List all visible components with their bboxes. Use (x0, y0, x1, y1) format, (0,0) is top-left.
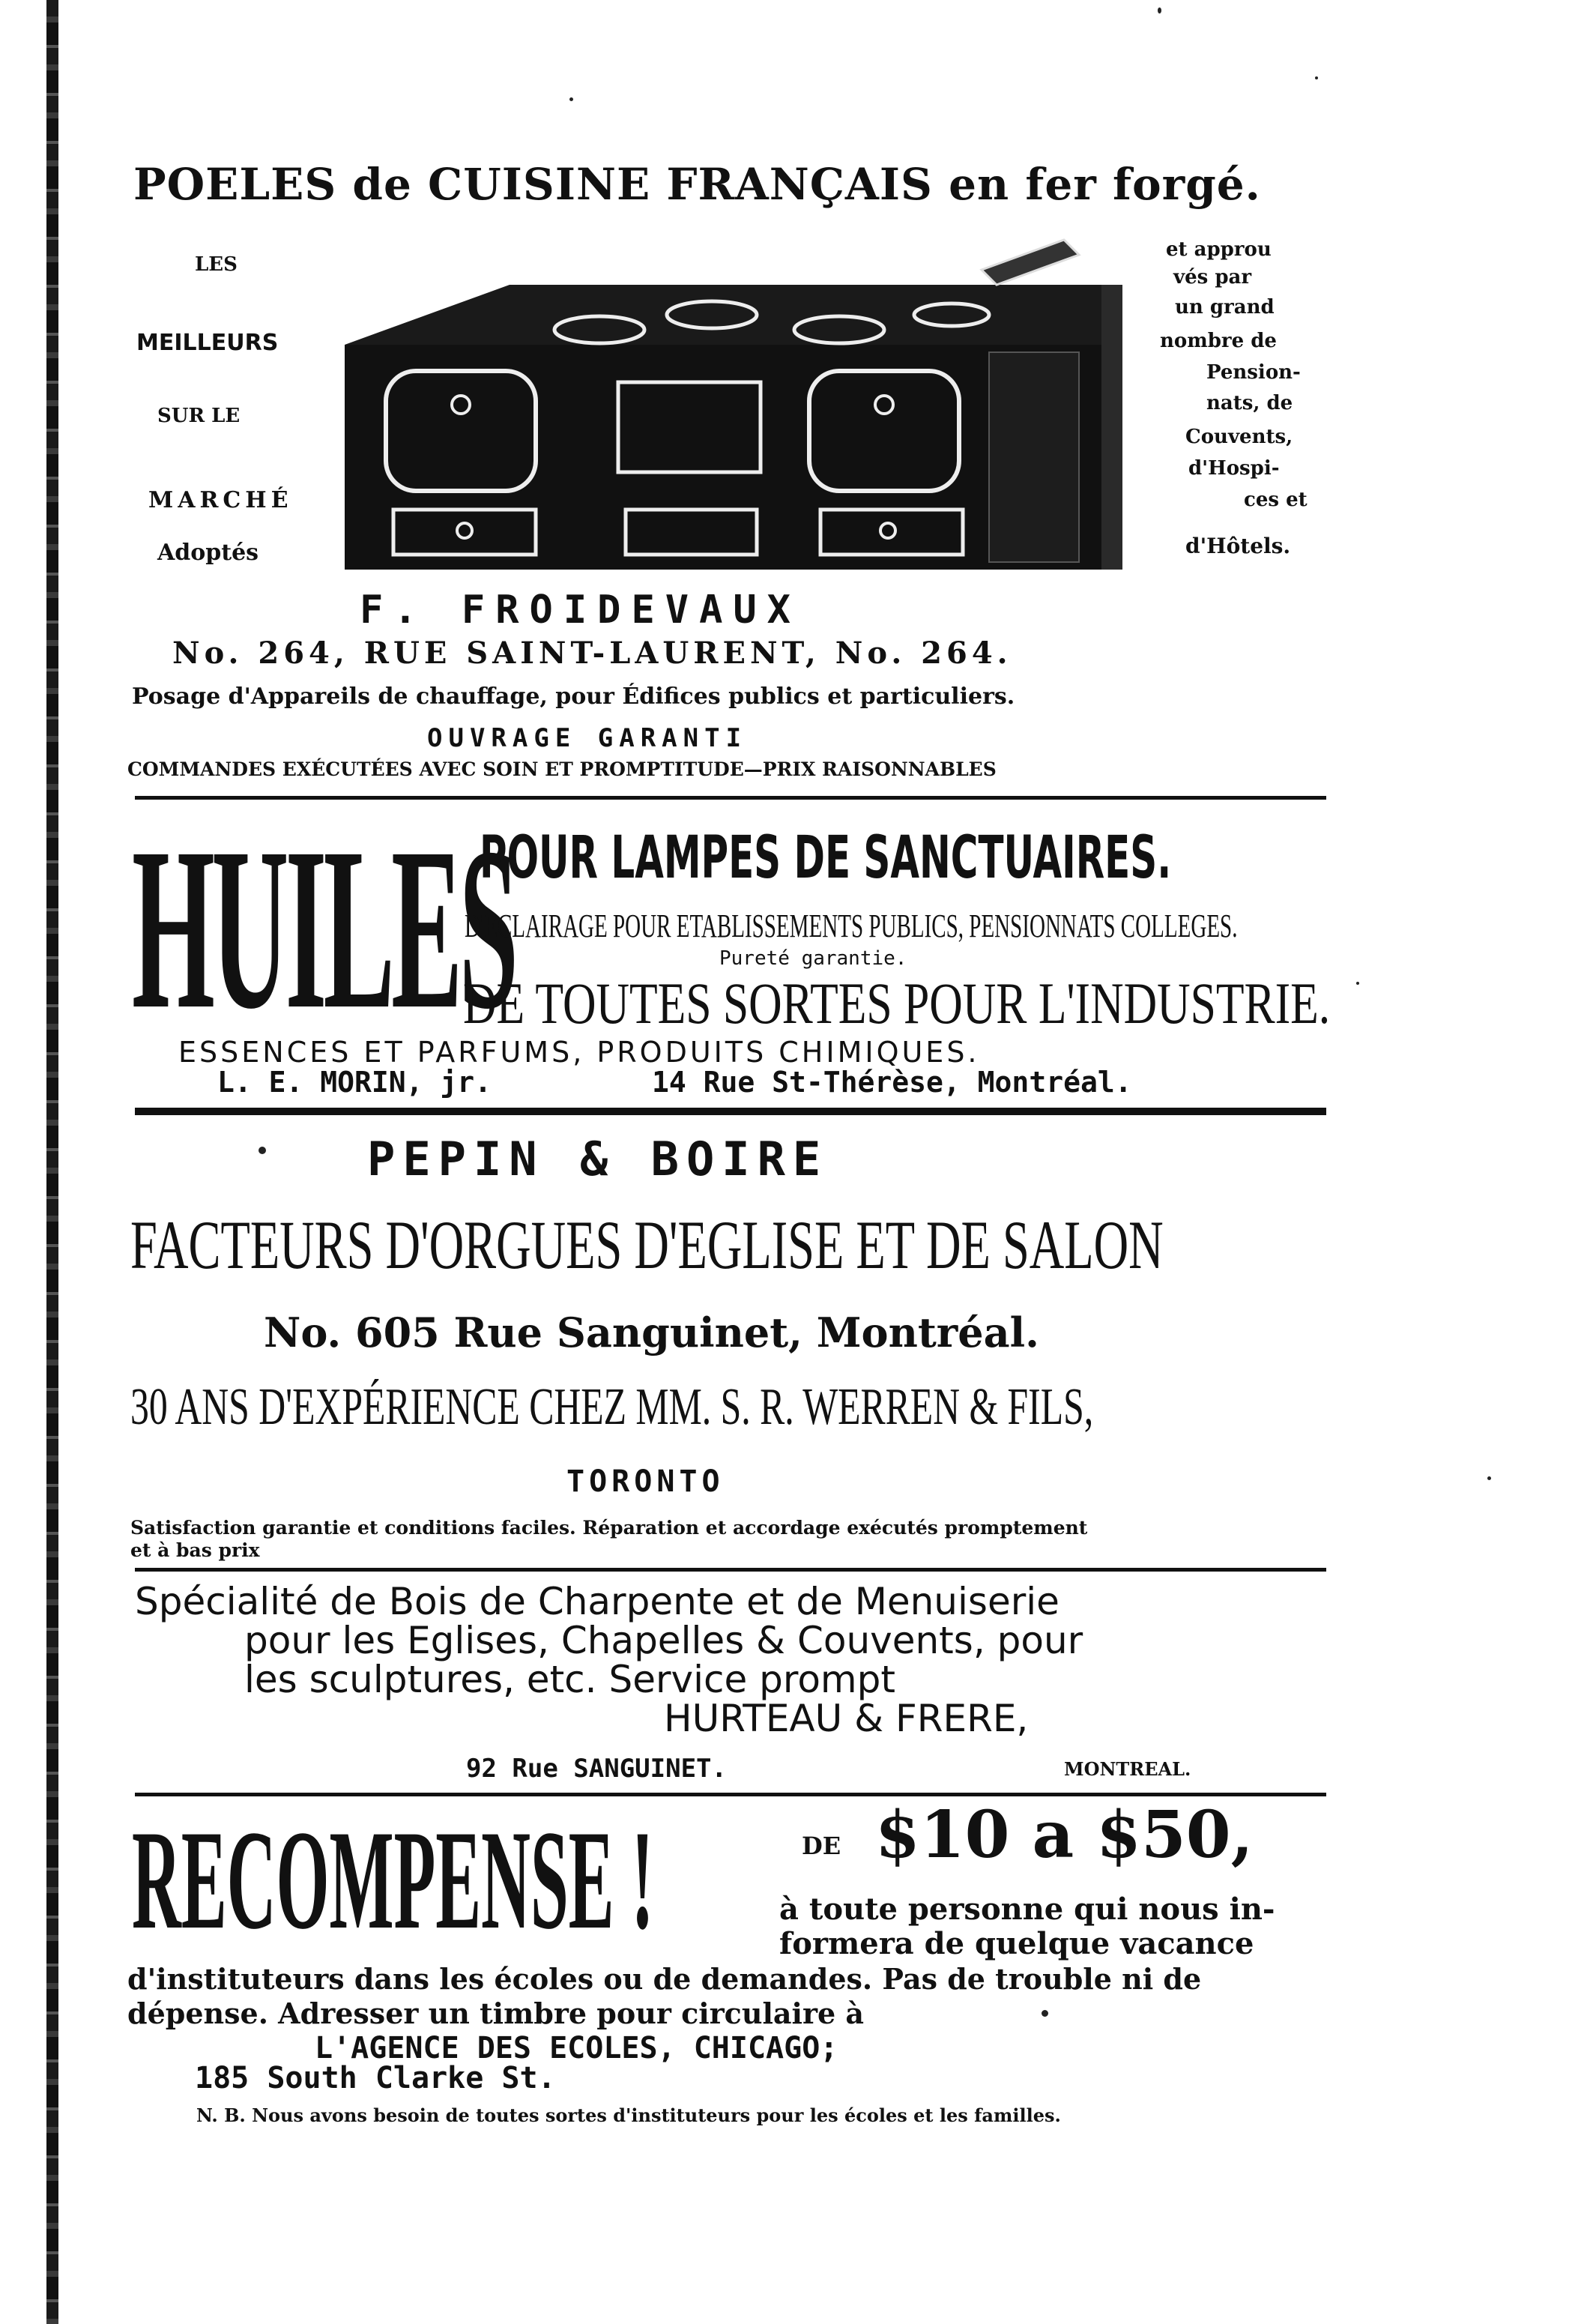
wood-address: 92 Rue SANGUINET. (466, 1754, 727, 1784)
organs-experience: 30 ANS D'EXPÉRIENCE CHEZ MM. S. R. WERREN & FILS, (130, 1378, 1094, 1436)
oils-line-2: D'ECLAIRAGE POUR ETABLISSEMENTS PUBLICS, PENSIONNATS COLLEGES. (465, 908, 1238, 944)
speck (1042, 2010, 1048, 2017)
divider-2 (135, 1108, 1326, 1115)
oils-big-word: HUILES (132, 800, 516, 1057)
reward-line-2: formera de quelque vacance (779, 1926, 1254, 1961)
speck (569, 97, 573, 101)
stove-left-line-5: Adoptés (157, 540, 259, 566)
organs-name: PEPIN & BOIRE (367, 1132, 829, 1186)
stove-left-line-3: SUR LE (157, 405, 241, 427)
oils-line-5: ESSENCES ET PARFUMS, PRODUITS CHIMIQUES. (178, 1036, 980, 1069)
wood-firm: HURTEAU & FRERE, (664, 1697, 1029, 1740)
reward-amount: $10 a $50, (875, 1797, 1254, 1873)
oils-line-3: Pureté garantie. (719, 947, 907, 970)
stove-service: Posage d'Appareils de chauffage, pour Édifices publics et particuliers. (132, 683, 1015, 710)
divider-3 (135, 1568, 1326, 1572)
speck (1158, 7, 1161, 13)
stove-right-line-9: ces et (1244, 489, 1308, 511)
organs-city: TORONTO (566, 1464, 725, 1499)
divider-4 (135, 1793, 1326, 1796)
stove-right-line-10: d'Hôtels. (1185, 534, 1291, 558)
oils-line-4: DE TOUTES SORTES POUR L'INDUSTRIE. (463, 971, 1331, 1036)
speck (1487, 1476, 1491, 1480)
stove-right-line-5: Pension- (1206, 361, 1301, 384)
wood-line-1: Spécialité de Bois de Charpente et de Menuiserie (135, 1580, 1059, 1623)
stove-title: POELES de CUISINE FRANÇAIS en fer forgé. (133, 159, 1261, 210)
reward-line-1: à toute personne qui nous in- (779, 1892, 1275, 1927)
oils-line-1: POUR LAMPES DE SANCTUAIRES. (480, 824, 1172, 892)
stove-guarantee: OUVRAGE GARANTI (427, 723, 748, 753)
wood-line-3: les sculptures, etc. Service prompt (244, 1658, 895, 1701)
stove-right-line-7: Couvents, (1185, 426, 1293, 448)
wood-city: MONTREAL. (1064, 1758, 1191, 1780)
organs-note-2: et à bas prix (130, 1539, 260, 1561)
stove-maker: F. FROIDEVAUX (360, 588, 801, 633)
stove-right-line-6: nats, de (1206, 392, 1293, 414)
reward-street: 185 South Clarke St. (195, 2061, 556, 2095)
organs-address: No. 605 Rue Sanguinet, Montréal. (264, 1309, 1039, 1356)
stove-right-line-2: vés par (1173, 266, 1252, 289)
stove-address: No. 264, RUE SAINT-LAURENT, No. 264. (172, 636, 1012, 671)
stove-right-line-1: et approu (1166, 238, 1272, 261)
oils-address: 14 Rue St-Thérèse, Montréal. (652, 1066, 1132, 1099)
reward-agency: L'AGENCE DES ECOLES, CHICAGO; (315, 2031, 838, 2065)
organs-trade: FACTEURS D'ORGUES D'EGLISE ET DE SALON (130, 1207, 1164, 1283)
stove-left-line-4: MARCHÉ (148, 487, 293, 513)
organs-note-1: Satisfaction garantie et conditions faciles. Réparation et accordage exécutés promptement (130, 1517, 1088, 1539)
stove-right-line-8: d'Hospi- (1188, 457, 1280, 480)
stove-illustration-icon (330, 225, 1124, 577)
divider-1 (135, 796, 1326, 800)
stove-left-line-1: LES (195, 253, 238, 276)
stove-terms: COMMANDES EXÉCUTÉES AVEC SOIN ET PROMPTITUDE—PRIX RAISONNABLES (127, 758, 997, 780)
stove-right-line-3: un grand (1175, 296, 1275, 319)
binding-edge (46, 0, 58, 2324)
reward-line-4: dépense. Adresser un timbre pour circulaire à (127, 1996, 864, 2030)
speck (1315, 76, 1318, 79)
oils-seller: L. E. MORIN, jr. (217, 1066, 492, 1099)
wood-line-2: pour les Eglises, Chapelles & Couvents, pour (244, 1619, 1083, 1662)
reward-big-word: RECOMPENSE ! (132, 1802, 654, 1959)
reward-de: DE (802, 1832, 841, 1860)
reward-line-3: d'instituteurs dans les écoles ou de demandes. Pas de trouble ni de (127, 1962, 1202, 1996)
stove-left-line-2: MEILLEURS (136, 330, 279, 356)
speck (1356, 982, 1359, 985)
speck (259, 1147, 266, 1154)
reward-nb: N. B. Nous avons besoin de toutes sortes d'instituteurs pour les écoles et les familles. (196, 2104, 1061, 2126)
stove-right-line-4: nombre de (1160, 330, 1277, 352)
